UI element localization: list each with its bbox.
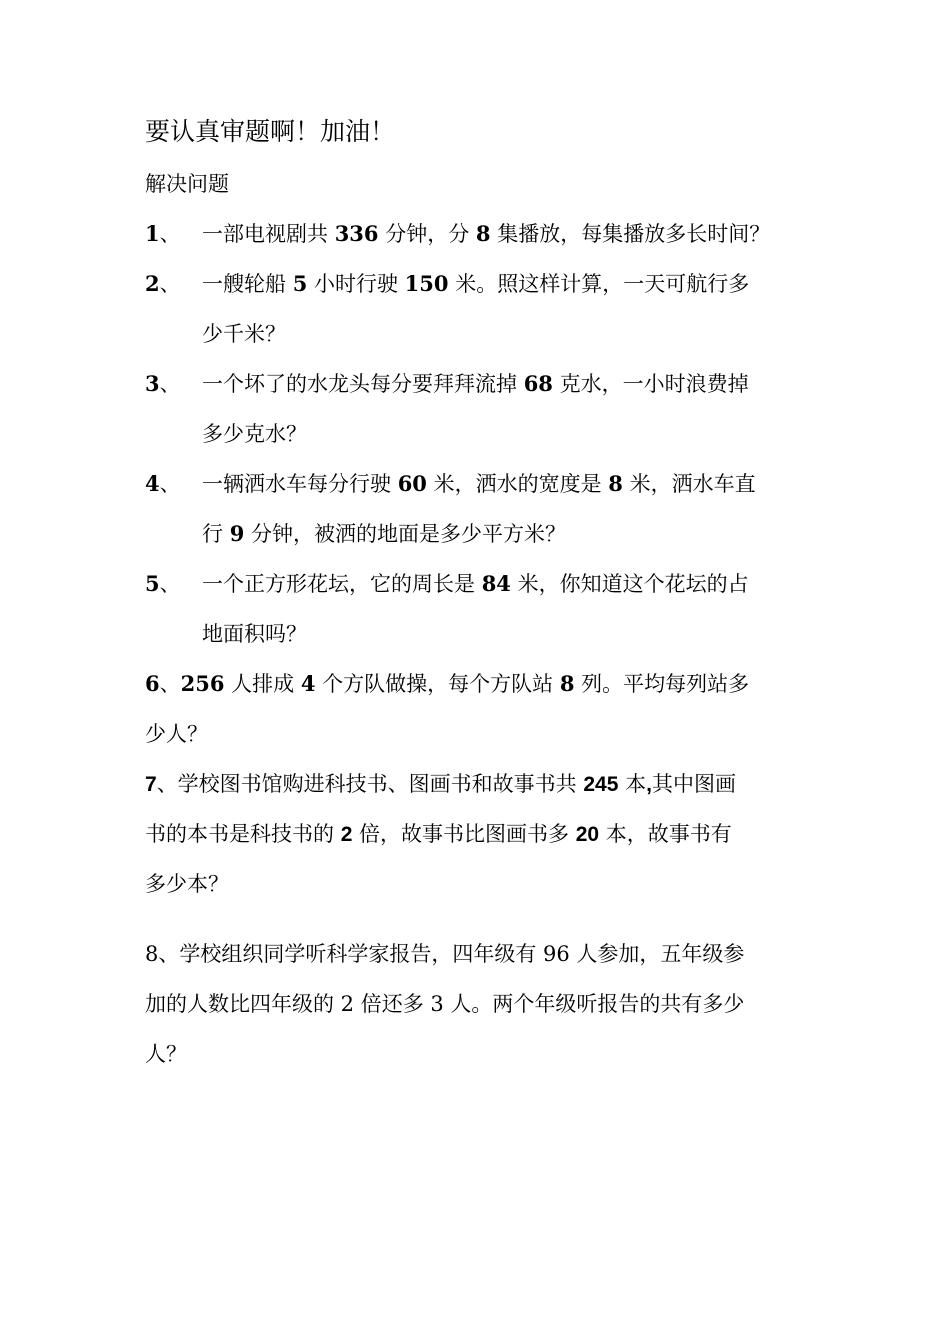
question-number-value: 245	[583, 773, 619, 796]
question-2-line-2: 少千米？	[202, 322, 286, 346]
question-number-value: 2	[340, 823, 353, 846]
question-text: 米，洒水车直	[622, 472, 756, 496]
question-7	[145, 759, 815, 909]
question-text: 分钟，被洒的地面是多少平方米？	[244, 522, 566, 546]
question-text: 倍，故事书比图画书多	[352, 822, 576, 846]
question-text: 列。平均每列站多	[574, 672, 750, 696]
question-8-line-3: 人？	[145, 1042, 187, 1066]
question-7-line-2	[145, 809, 815, 859]
question-1-line-1	[145, 209, 815, 259]
question-text: 本	[618, 772, 647, 796]
question-8-line-1: 8、学校组织同学听科学家报告，四年级有 96 人参加，五年级参	[145, 942, 745, 966]
question-comma: ,	[646, 773, 652, 796]
question-number-value: 8	[608, 471, 623, 496]
question-2-line-1	[145, 259, 815, 309]
question-6-line-1	[145, 659, 815, 709]
question-text: 本，故事书有	[599, 822, 732, 846]
page-title: 要认真审题啊！加油！	[145, 117, 396, 146]
question-number: 7	[145, 773, 157, 796]
question-number-value: 8	[559, 671, 575, 696]
question-number-value: 68	[523, 371, 553, 396]
question-text: 米，洒水的宽度是	[426, 472, 609, 496]
question-7-line-1	[145, 759, 815, 809]
question-number-value: 5	[292, 271, 308, 296]
question-number-value: 336	[334, 221, 379, 246]
question-4-line-1	[145, 459, 815, 509]
question-3-line-1	[145, 359, 815, 409]
question-4-line-2	[145, 509, 815, 559]
question-text: 一辆洒水车每分行驶	[202, 472, 398, 496]
question-6	[145, 659, 815, 759]
question-3	[145, 359, 815, 459]
question-number-value: 84	[481, 571, 511, 596]
question-8	[145, 929, 815, 1079]
question-number-value: 256	[180, 671, 225, 696]
question-text: 一部电视剧共	[202, 222, 335, 246]
question-5-line-1	[145, 559, 815, 609]
question-5-line-2: 地面积吗？	[202, 622, 307, 646]
question-text: 小时行驶	[307, 272, 405, 296]
question-text: 行	[202, 522, 230, 546]
question-number-value: 8	[475, 221, 491, 246]
question-text: 米，你知道这个花坛的占	[510, 572, 749, 596]
question-text: 一个正方形花坛，它的周长是	[202, 572, 482, 596]
question-number: 1、	[145, 221, 181, 246]
question-text: 克水，一小时浪费掉	[552, 372, 749, 396]
question-text: 书的本书是科技书的	[145, 822, 341, 846]
question-number-value: 4	[300, 671, 316, 696]
question-text: 一艘轮船	[202, 272, 293, 296]
question-text: 集播放，每集播放多长时间？	[490, 222, 771, 246]
question-5	[145, 559, 815, 659]
question-number-value: 60	[397, 471, 427, 496]
question-text: 一个坏了的水龙头每分要拜拜流掉	[202, 372, 524, 396]
question-text: 、学校图书馆购进科技书、图画书和故事书共	[156, 772, 584, 796]
question-number-value: 20	[575, 823, 600, 846]
question-text: 个方队做操，每个方队站	[315, 672, 560, 696]
section-heading: 解决问题	[145, 172, 229, 196]
question-number-value: 150	[404, 271, 449, 296]
question-number-value: 9	[229, 521, 245, 546]
question-number: 5、	[145, 571, 181, 596]
question-2	[145, 259, 815, 359]
question-6-line-2: 少人？	[145, 722, 208, 746]
question-text: 分钟，分	[378, 222, 476, 246]
question-number: 3、	[145, 371, 181, 396]
question-number: 2、	[145, 271, 181, 296]
question-number: 6	[145, 671, 160, 696]
question-text: 其中图画	[651, 772, 736, 796]
question-number: 4、	[145, 471, 181, 496]
question-text: 人排成	[224, 672, 301, 696]
question-3-line-2: 多少克水？	[202, 422, 307, 446]
question-1	[145, 209, 815, 259]
question-separator: 、	[159, 672, 181, 696]
question-8-line-2: 加的人数比四年级的 2 倍还多 3 人。两个年级听报告的共有多少	[145, 992, 745, 1016]
question-7-line-3: 多少本？	[145, 872, 229, 896]
question-4	[145, 459, 815, 559]
question-text: 米。照这样计算，一天可航行多	[448, 272, 750, 296]
